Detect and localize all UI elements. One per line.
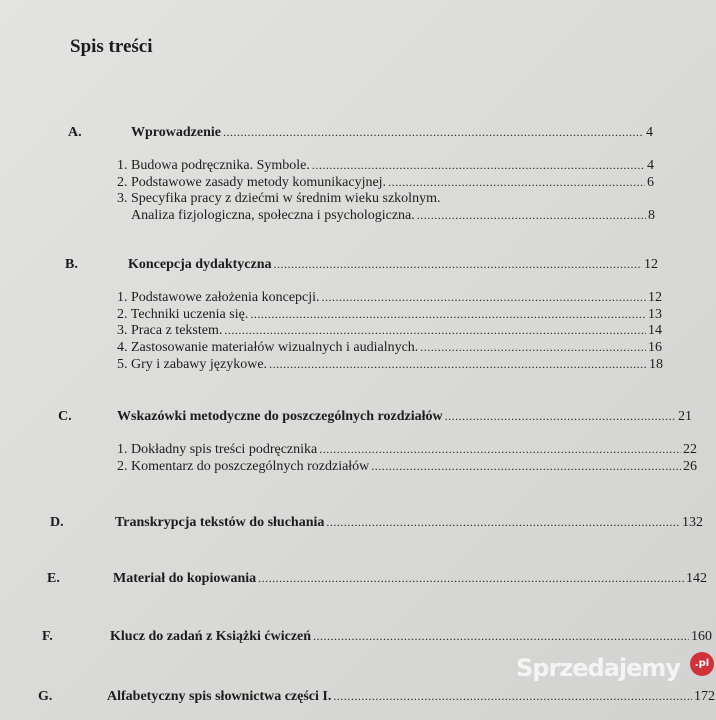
- item-label: 2. Podstawowe zasady metody komunikacyjnej.: [117, 175, 387, 190]
- section-title: Transkrypcja tekstów do słuchania: [115, 515, 325, 530]
- section-title: Klucz do zadań z Książki ćwiczeń: [110, 629, 312, 644]
- page-number: 6: [647, 175, 654, 190]
- toc-item: [117, 441, 697, 458]
- dot-leader: [258, 570, 684, 587]
- item-label: 1. Dokładny spis treści podręcznika: [117, 442, 318, 457]
- watermark-badge: .pl: [690, 652, 714, 676]
- toc-section: [128, 256, 658, 273]
- dot-leader: [326, 514, 680, 531]
- page-number: 172: [694, 689, 715, 704]
- dot-leader: [274, 256, 643, 273]
- page-number: 8: [648, 208, 655, 223]
- dot-leader: [333, 688, 692, 705]
- section-letter: A.: [68, 125, 82, 140]
- page-number: 18: [649, 357, 663, 372]
- section-letter: E.: [47, 571, 60, 586]
- toc-item: [117, 458, 697, 475]
- dot-leader: [417, 207, 646, 224]
- item-label: 2. Techniki uczenia się.: [117, 307, 249, 322]
- dot-leader: [371, 458, 681, 475]
- dot-leader: [319, 441, 681, 458]
- toc-item: [117, 174, 654, 191]
- section-title: Wskazówki metodyczne do poszczególnych rozdziałów: [117, 409, 443, 424]
- toc-section: [115, 514, 703, 531]
- page-number: 4: [647, 158, 654, 173]
- item-label: 1. Budowa podręcznika. Symbole.: [117, 158, 310, 173]
- section-letter: B.: [65, 257, 78, 272]
- dot-leader: [312, 157, 645, 174]
- toc-section: [117, 408, 692, 425]
- dot-leader: [322, 289, 646, 306]
- toc-section: [113, 570, 707, 587]
- item-label: 3. Praca z tekstem.: [117, 323, 223, 338]
- page-number: 26: [683, 459, 697, 474]
- section-title: Koncepcja dydaktyczna: [128, 257, 272, 272]
- toc-section: [107, 688, 715, 705]
- dot-leader: [420, 339, 646, 356]
- toc-item: [117, 322, 662, 339]
- toc-item: [117, 356, 663, 373]
- toc-section: [131, 124, 653, 141]
- dot-leader: [223, 124, 644, 141]
- dot-leader: [445, 408, 676, 425]
- dot-leader: [250, 306, 646, 323]
- page-number: 132: [682, 515, 703, 530]
- watermark-logo: Sprzedajemy: [516, 654, 681, 682]
- page-number: 13: [648, 307, 662, 322]
- dot-leader: [313, 628, 689, 645]
- page-number: 16: [648, 340, 662, 355]
- page-number: 12: [644, 257, 658, 272]
- item-label: 5. Gry i zabawy językowe.: [117, 357, 268, 372]
- dot-leader: [388, 174, 645, 191]
- item-label: 3. Specyfika pracy z dziećmi w średnim wieku szkolnym.: [117, 191, 441, 206]
- toc-section: [110, 628, 712, 645]
- item-label: Analiza fizjologiczna, społeczna i psychologiczna.: [131, 208, 415, 223]
- page-title: Spis treści: [70, 36, 153, 57]
- toc-item: [117, 306, 662, 323]
- item-label: 4. Zastosowanie materiałów wizualnych i audialnych.: [117, 340, 419, 355]
- section-letter: F.: [42, 629, 53, 644]
- page-number: 142: [686, 571, 707, 586]
- section-title: Wprowadzenie: [131, 125, 221, 140]
- toc-item: [117, 289, 662, 306]
- section-letter: G.: [38, 689, 53, 704]
- dot-leader: [269, 356, 647, 373]
- page-number: 22: [683, 442, 697, 457]
- dot-leader: [224, 322, 646, 339]
- section-title: Materiał do kopiowania: [113, 571, 257, 586]
- toc-item: [117, 339, 662, 356]
- section-letter: C.: [58, 409, 72, 424]
- page-number: 160: [691, 629, 712, 644]
- toc-item: [131, 207, 655, 224]
- page-number: 21: [678, 409, 692, 424]
- item-label: 1. Podstawowe założenia koncepcji.: [117, 290, 320, 305]
- section-letter: D.: [50, 515, 64, 530]
- toc-item: [117, 157, 654, 174]
- page-number: 12: [648, 290, 662, 305]
- item-label: 2. Komentarz do poszczególnych rozdziałów: [117, 459, 370, 474]
- section-title: Alfabetyczny spis słownictwa części I.: [107, 689, 332, 704]
- page-number: 4: [646, 125, 653, 140]
- page-number: 14: [648, 323, 662, 338]
